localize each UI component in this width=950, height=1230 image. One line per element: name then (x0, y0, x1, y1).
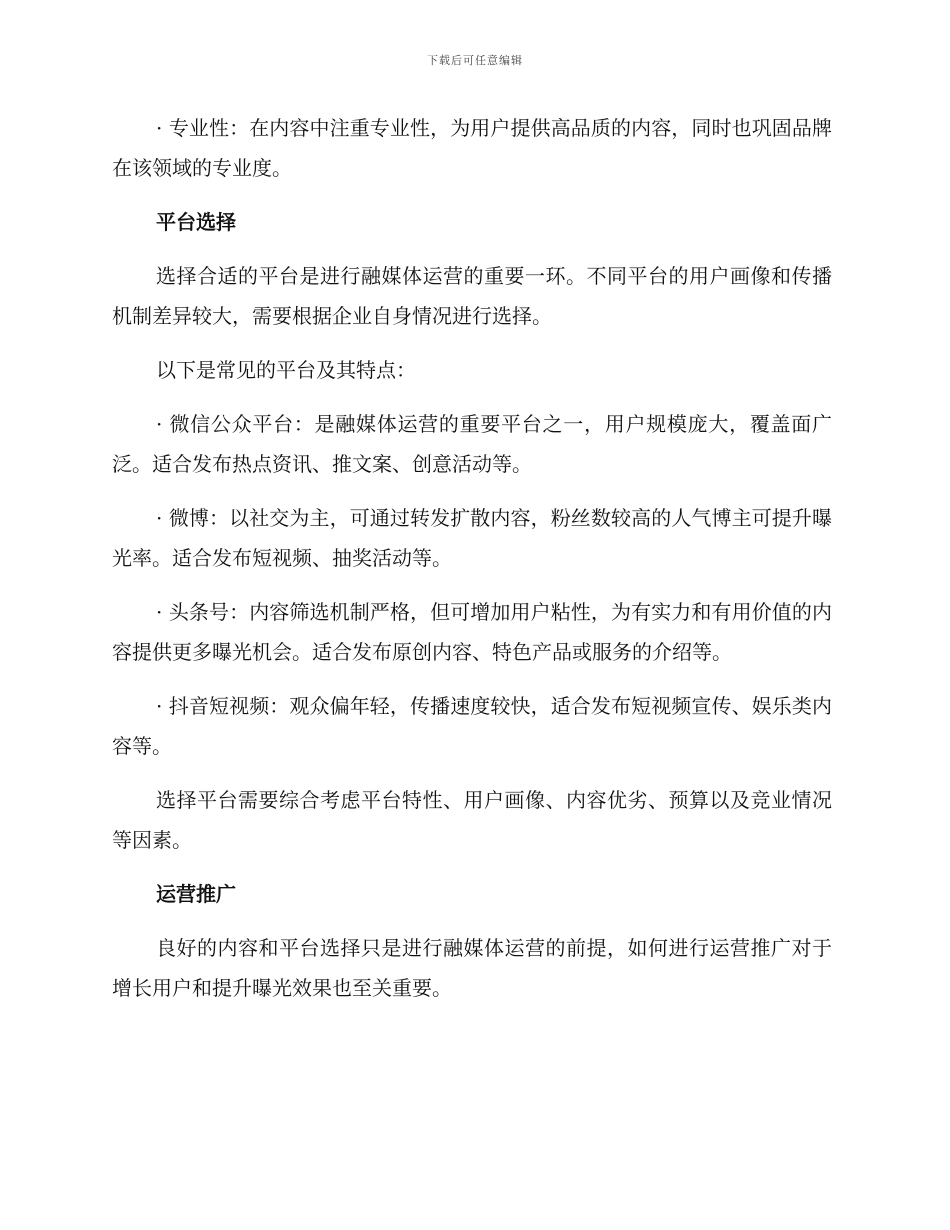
document-body (112, 108, 832, 1022)
section-heading-platform-selection: 平台选择 (156, 210, 236, 234)
paragraph-operation-intro: 良好的内容和平台选择只是进行融媒体运营的前提，如何进行运营推广对于增长用户和提升曝光效果也至关重要。 (112, 936, 832, 1000)
paragraph-platform-list-intro: 以下是常见的平台及其特点： (156, 358, 416, 382)
paragraph-platform-intro: 选择合适的平台是进行融媒体运营的重要一环。不同平台的用户画像和传播机制差异较大，需要根据企业自身情况进行选择。 (112, 264, 832, 328)
paragraph-toutiao: · 头条号：内容筛选机制严格，但可增加用户粘性，为有实力和有用价值的内容提供更多曝光机会。适合发布原创内容、特色产品或服务的介绍等。 (112, 600, 832, 664)
paragraph-platform-summary: 选择平台需要综合考虑平台特性、用户画像、内容优劣、预算以及竞业情况等因素。 (112, 788, 832, 852)
section-heading-operation-promotion: 运营推广 (156, 882, 236, 906)
paragraph-wechat: · 微信公众平台：是融媒体运营的重要平台之一，用户规模庞大，覆盖面广泛。适合发布热点资讯、推文案、创意活动等。 (112, 412, 832, 476)
page-header: 下载后可任意编辑 (427, 54, 523, 67)
paragraph-professionalism: · 专业性：在内容中注重专业性，为用户提供高品质的内容，同时也巩固品牌在该领域的专业度。 (112, 116, 832, 180)
paragraph-douyin: · 抖音短视频：观众偏年轻，传播速度较快，适合发布短视频宣传、娱乐类内容等。 (112, 694, 832, 758)
paragraph-weibo: · 微博：以社交为主，可通过转发扩散内容，粉丝数较高的人气博主可提升曝光率。适合发布短视频、抽奖活动等。 (112, 506, 832, 570)
